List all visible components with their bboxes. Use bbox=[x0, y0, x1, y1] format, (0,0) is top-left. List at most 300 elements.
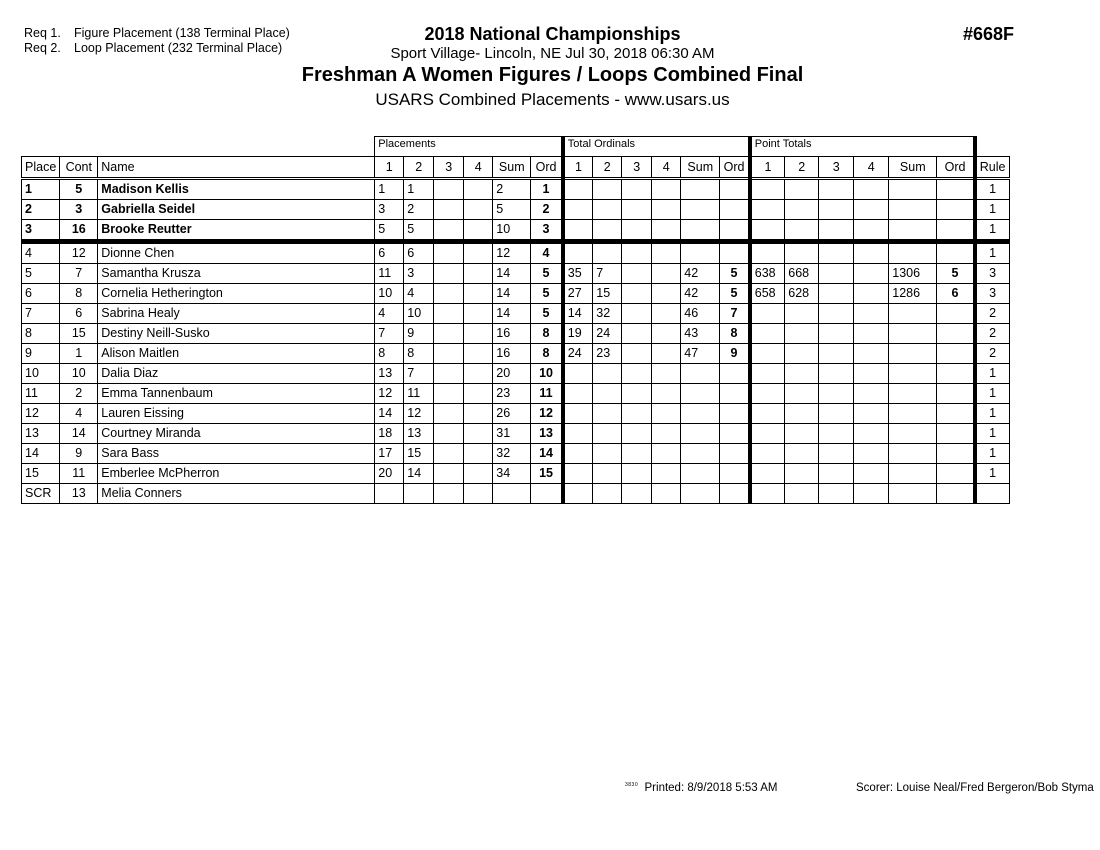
cell-tsum bbox=[889, 220, 937, 242]
cell-tsum: 1306 bbox=[889, 264, 937, 284]
cell-cont: 8 bbox=[60, 284, 98, 304]
cell-tord: 5 bbox=[937, 264, 975, 284]
group-point-totals: Point Totals bbox=[750, 137, 975, 157]
cell-p2: 5 bbox=[404, 220, 434, 242]
cell-p1: 13 bbox=[375, 364, 404, 384]
cell-tsum bbox=[889, 200, 937, 220]
print-code: 3830 bbox=[625, 782, 639, 788]
cell-o2: 15 bbox=[593, 284, 622, 304]
cell-place: 7 bbox=[22, 304, 60, 324]
cell-o2 bbox=[593, 444, 622, 464]
competition-title: Freshman A Women Figures / Loops Combined Final bbox=[301, 64, 804, 86]
cell-name: Samantha Krusza bbox=[98, 264, 375, 284]
cell-p2: 14 bbox=[404, 464, 434, 484]
cell-t1 bbox=[750, 464, 785, 484]
table-row bbox=[22, 344, 1010, 364]
cell-t2 bbox=[785, 179, 819, 200]
cell-oord bbox=[720, 200, 750, 220]
cell-psum: 10 bbox=[493, 220, 531, 242]
cell-cont: 1 bbox=[60, 344, 98, 364]
cell-o2 bbox=[593, 200, 622, 220]
cell-tsum bbox=[889, 364, 937, 384]
cell-tsum bbox=[889, 424, 937, 444]
table-row bbox=[22, 324, 1010, 344]
cell-p2: 13 bbox=[404, 424, 434, 444]
cell-oord: 5 bbox=[720, 284, 750, 304]
cell-pord: 3 bbox=[531, 220, 563, 242]
cell-psum: 12 bbox=[493, 242, 531, 264]
cell-o3 bbox=[622, 220, 652, 242]
cell-o4 bbox=[652, 464, 681, 484]
cell-t2 bbox=[785, 242, 819, 264]
cell-tord bbox=[937, 324, 975, 344]
printed-info bbox=[625, 782, 778, 794]
cell-p1: 10 bbox=[375, 284, 404, 304]
cell-p4 bbox=[464, 304, 493, 324]
cell-p2: 7 bbox=[404, 364, 434, 384]
cell-t2 bbox=[785, 424, 819, 444]
cell-psum: 26 bbox=[493, 404, 531, 424]
cell-t2 bbox=[785, 324, 819, 344]
cell-rule bbox=[975, 484, 1009, 504]
cell-t4 bbox=[854, 284, 889, 304]
cell-t4 bbox=[854, 242, 889, 264]
cell-o3 bbox=[622, 324, 652, 344]
cell-oord bbox=[720, 220, 750, 242]
cell-t3 bbox=[819, 284, 854, 304]
printed-timestamp: Printed: 8/9/2018 5:53 AM bbox=[644, 782, 778, 794]
cell-cont: 16 bbox=[60, 220, 98, 242]
cell-tord bbox=[937, 364, 975, 384]
group-spacer bbox=[22, 137, 375, 157]
cell-osum: 46 bbox=[681, 304, 720, 324]
cell-o4 bbox=[652, 242, 681, 264]
table-row bbox=[22, 424, 1010, 444]
results-table bbox=[21, 136, 1010, 504]
cell-p3 bbox=[434, 464, 464, 484]
table-row bbox=[22, 444, 1010, 464]
event-title: 2018 National Championships bbox=[424, 24, 681, 44]
cell-t3 bbox=[819, 404, 854, 424]
cell-name: Destiny Neill-Susko bbox=[98, 324, 375, 344]
cell-o1 bbox=[563, 424, 593, 444]
cell-p3 bbox=[434, 304, 464, 324]
cell-t3 bbox=[819, 364, 854, 384]
col-points-4: 4 bbox=[854, 157, 889, 179]
cell-t4 bbox=[854, 220, 889, 242]
cell-o4 bbox=[652, 220, 681, 242]
cell-t1 bbox=[750, 484, 785, 504]
cell-o1 bbox=[563, 384, 593, 404]
cell-o2 bbox=[593, 424, 622, 444]
cell-cont: 7 bbox=[60, 264, 98, 284]
cell-osum: 47 bbox=[681, 344, 720, 364]
cell-rule: 1 bbox=[975, 179, 1009, 200]
cell-place: 4 bbox=[22, 242, 60, 264]
cell-t2 bbox=[785, 304, 819, 324]
col-placement-2: 2 bbox=[404, 157, 434, 179]
cell-cont: 3 bbox=[60, 200, 98, 220]
cell-pord: 1 bbox=[531, 179, 563, 200]
col-placement-3: 3 bbox=[434, 157, 464, 179]
cell-t4 bbox=[854, 344, 889, 364]
cell-tord: 6 bbox=[937, 284, 975, 304]
cell-pord bbox=[531, 484, 563, 504]
cell-o3 bbox=[622, 344, 652, 364]
cell-o4 bbox=[652, 179, 681, 200]
cell-psum: 16 bbox=[493, 344, 531, 364]
cell-cont: 4 bbox=[60, 404, 98, 424]
cell-tsum bbox=[889, 484, 937, 504]
cell-name: Emma Tannenbaum bbox=[98, 384, 375, 404]
cell-p2: 10 bbox=[404, 304, 434, 324]
cell-t1 bbox=[750, 404, 785, 424]
cell-o1 bbox=[563, 200, 593, 220]
cell-t2 bbox=[785, 444, 819, 464]
cell-t4 bbox=[854, 464, 889, 484]
cell-place: 14 bbox=[22, 444, 60, 464]
cell-o3 bbox=[622, 242, 652, 264]
cell-tsum bbox=[889, 324, 937, 344]
cell-tord bbox=[937, 424, 975, 444]
cell-p2: 12 bbox=[404, 404, 434, 424]
cell-o4 bbox=[652, 404, 681, 424]
group-spacer bbox=[975, 137, 1009, 157]
cell-p3 bbox=[434, 179, 464, 200]
cell-psum: 23 bbox=[493, 384, 531, 404]
cell-o3 bbox=[622, 179, 652, 200]
cell-t4 bbox=[854, 424, 889, 444]
cell-rule: 1 bbox=[975, 444, 1009, 464]
requirement-label: Req 2. bbox=[24, 41, 61, 55]
cell-t1 bbox=[750, 179, 785, 200]
cell-t1 bbox=[750, 424, 785, 444]
cell-o2 bbox=[593, 384, 622, 404]
cell-t2 bbox=[785, 200, 819, 220]
cell-p4 bbox=[464, 264, 493, 284]
cell-rule: 2 bbox=[975, 344, 1009, 364]
cell-p1 bbox=[375, 484, 404, 504]
cell-o2: 24 bbox=[593, 324, 622, 344]
cell-osum: 43 bbox=[681, 324, 720, 344]
col-ordinal-sum: Sum bbox=[681, 157, 720, 179]
cell-o2 bbox=[593, 179, 622, 200]
cell-place: 6 bbox=[22, 284, 60, 304]
cell-tsum bbox=[889, 179, 937, 200]
cell-o2 bbox=[593, 364, 622, 384]
cell-name: Dionne Chen bbox=[98, 242, 375, 264]
cell-o4 bbox=[652, 384, 681, 404]
cell-oord: 8 bbox=[720, 324, 750, 344]
scorer-info: Scorer: Louise Neal/Fred Bergeron/Bob Styma bbox=[856, 782, 1094, 794]
cell-t3 bbox=[819, 384, 854, 404]
cell-osum: 42 bbox=[681, 284, 720, 304]
cell-cont: 9 bbox=[60, 444, 98, 464]
cell-p4 bbox=[464, 200, 493, 220]
cell-o4 bbox=[652, 324, 681, 344]
col-ordinal-4: 4 bbox=[652, 157, 681, 179]
cell-cont: 14 bbox=[60, 424, 98, 444]
cell-osum bbox=[681, 424, 720, 444]
cell-psum: 14 bbox=[493, 264, 531, 284]
cell-t3 bbox=[819, 484, 854, 504]
cell-t1: 638 bbox=[750, 264, 785, 284]
cell-t4 bbox=[854, 179, 889, 200]
cell-p4 bbox=[464, 179, 493, 200]
cell-o2 bbox=[593, 242, 622, 264]
cell-o2 bbox=[593, 484, 622, 504]
col-ordinal-ord: Ord bbox=[720, 157, 750, 179]
cell-p4 bbox=[464, 384, 493, 404]
cell-o3 bbox=[622, 384, 652, 404]
requirement-label: Req 1. bbox=[24, 26, 61, 40]
cell-p3 bbox=[434, 444, 464, 464]
cell-name: Gabriella Seidel bbox=[98, 200, 375, 220]
cell-pord: 5 bbox=[531, 304, 563, 324]
cell-t2 bbox=[785, 484, 819, 504]
cell-tsum: 1286 bbox=[889, 284, 937, 304]
cell-pord: 2 bbox=[531, 200, 563, 220]
cell-t3 bbox=[819, 242, 854, 264]
cell-p4 bbox=[464, 364, 493, 384]
cell-oord bbox=[720, 179, 750, 200]
cell-p4 bbox=[464, 404, 493, 424]
cell-o1 bbox=[563, 484, 593, 504]
col-name: Name bbox=[98, 157, 375, 179]
cell-o3 bbox=[622, 444, 652, 464]
cell-rule: 1 bbox=[975, 242, 1009, 264]
cell-cont: 2 bbox=[60, 384, 98, 404]
cell-o3 bbox=[622, 284, 652, 304]
cell-tord bbox=[937, 304, 975, 324]
cell-osum bbox=[681, 220, 720, 242]
cell-o1 bbox=[563, 364, 593, 384]
cell-p4 bbox=[464, 484, 493, 504]
cell-name: Cornelia Hetherington bbox=[98, 284, 375, 304]
cell-tord bbox=[937, 464, 975, 484]
col-placement-sum: Sum bbox=[493, 157, 531, 179]
cell-cont: 15 bbox=[60, 324, 98, 344]
cell-o3 bbox=[622, 464, 652, 484]
cell-o4 bbox=[652, 200, 681, 220]
cell-p2: 1 bbox=[404, 179, 434, 200]
table-row bbox=[22, 200, 1010, 220]
cell-o1 bbox=[563, 444, 593, 464]
cell-rule: 2 bbox=[975, 304, 1009, 324]
cell-t1 bbox=[750, 384, 785, 404]
cell-p4 bbox=[464, 344, 493, 364]
cell-tsum bbox=[889, 444, 937, 464]
cell-p2: 3 bbox=[404, 264, 434, 284]
cell-o2: 23 bbox=[593, 344, 622, 364]
cell-t1 bbox=[750, 200, 785, 220]
col-place: Place bbox=[22, 157, 60, 179]
cell-place: 15 bbox=[22, 464, 60, 484]
cell-rule: 1 bbox=[975, 424, 1009, 444]
cell-o2 bbox=[593, 464, 622, 484]
cell-pord: 4 bbox=[531, 242, 563, 264]
table-row bbox=[22, 484, 1010, 504]
cell-cont: 5 bbox=[60, 179, 98, 200]
cell-cont: 10 bbox=[60, 364, 98, 384]
cell-oord bbox=[720, 404, 750, 424]
cell-oord bbox=[720, 424, 750, 444]
cell-p3 bbox=[434, 242, 464, 264]
cell-tsum bbox=[889, 344, 937, 364]
cell-osum bbox=[681, 364, 720, 384]
column-header-row bbox=[22, 157, 1010, 179]
cell-oord bbox=[720, 464, 750, 484]
cell-o1: 35 bbox=[563, 264, 593, 284]
cell-o4 bbox=[652, 264, 681, 284]
cell-place: 3 bbox=[22, 220, 60, 242]
cell-name: Brooke Reutter bbox=[98, 220, 375, 242]
cell-pord: 5 bbox=[531, 264, 563, 284]
cell-t2 bbox=[785, 344, 819, 364]
cell-p4 bbox=[464, 324, 493, 344]
cell-p1: 1 bbox=[375, 179, 404, 200]
col-ordinal-2: 2 bbox=[593, 157, 622, 179]
cell-o3 bbox=[622, 200, 652, 220]
cell-t4 bbox=[854, 364, 889, 384]
cell-p4 bbox=[464, 424, 493, 444]
cell-osum bbox=[681, 200, 720, 220]
cell-place: 9 bbox=[22, 344, 60, 364]
cell-tsum bbox=[889, 384, 937, 404]
cell-tord bbox=[937, 200, 975, 220]
cell-o1 bbox=[563, 220, 593, 242]
cell-p2: 4 bbox=[404, 284, 434, 304]
cell-t4 bbox=[854, 264, 889, 284]
cell-p1: 7 bbox=[375, 324, 404, 344]
cell-o2 bbox=[593, 220, 622, 242]
cell-rule: 3 bbox=[975, 264, 1009, 284]
cell-rule: 1 bbox=[975, 384, 1009, 404]
cell-t4 bbox=[854, 200, 889, 220]
cell-p2: 6 bbox=[404, 242, 434, 264]
cell-p1: 3 bbox=[375, 200, 404, 220]
cell-o3 bbox=[622, 484, 652, 504]
cell-o2 bbox=[593, 404, 622, 424]
col-placement-ord: Ord bbox=[531, 157, 563, 179]
cell-t2: 628 bbox=[785, 284, 819, 304]
cell-osum bbox=[681, 179, 720, 200]
table-row bbox=[22, 179, 1010, 200]
cell-psum: 16 bbox=[493, 324, 531, 344]
cell-o4 bbox=[652, 304, 681, 324]
cell-p4 bbox=[464, 220, 493, 242]
cell-p4 bbox=[464, 242, 493, 264]
cell-t2 bbox=[785, 404, 819, 424]
cell-t1: 658 bbox=[750, 284, 785, 304]
cell-oord bbox=[720, 484, 750, 504]
cell-t1 bbox=[750, 364, 785, 384]
cell-o1 bbox=[563, 242, 593, 264]
cell-p3 bbox=[434, 324, 464, 344]
col-ordinal-1: 1 bbox=[563, 157, 593, 179]
cell-p1: 20 bbox=[375, 464, 404, 484]
col-placement-1: 1 bbox=[375, 157, 404, 179]
cell-o1 bbox=[563, 179, 593, 200]
cell-p4 bbox=[464, 284, 493, 304]
cell-p3 bbox=[434, 264, 464, 284]
cell-pord: 14 bbox=[531, 444, 563, 464]
cell-p3 bbox=[434, 384, 464, 404]
cell-oord bbox=[720, 364, 750, 384]
cell-cont: 6 bbox=[60, 304, 98, 324]
cell-t3 bbox=[819, 264, 854, 284]
cell-place: 8 bbox=[22, 324, 60, 344]
group-placements: Placements bbox=[375, 137, 563, 157]
cell-tord bbox=[937, 404, 975, 424]
cell-p3 bbox=[434, 364, 464, 384]
cell-tord bbox=[937, 344, 975, 364]
cell-place: 1 bbox=[22, 179, 60, 200]
cell-rule: 2 bbox=[975, 324, 1009, 344]
cell-p1: 11 bbox=[375, 264, 404, 284]
cell-rule: 1 bbox=[975, 404, 1009, 424]
cell-psum: 2 bbox=[493, 179, 531, 200]
cell-osum bbox=[681, 242, 720, 264]
cell-p1: 12 bbox=[375, 384, 404, 404]
table-row bbox=[22, 242, 1010, 264]
cell-o2: 7 bbox=[593, 264, 622, 284]
cell-p1: 18 bbox=[375, 424, 404, 444]
cell-tord bbox=[937, 484, 975, 504]
cell-place: 12 bbox=[22, 404, 60, 424]
cell-o1 bbox=[563, 464, 593, 484]
cell-t1 bbox=[750, 304, 785, 324]
cell-name: Emberlee McPherron bbox=[98, 464, 375, 484]
cell-tsum bbox=[889, 404, 937, 424]
cell-psum: 14 bbox=[493, 304, 531, 324]
cell-psum: 14 bbox=[493, 284, 531, 304]
cell-o4 bbox=[652, 484, 681, 504]
col-points-ord: Ord bbox=[937, 157, 975, 179]
cell-rule: 1 bbox=[975, 200, 1009, 220]
cell-name: Courtney Miranda bbox=[98, 424, 375, 444]
cell-t3 bbox=[819, 424, 854, 444]
cell-t3 bbox=[819, 200, 854, 220]
cell-tord bbox=[937, 384, 975, 404]
cell-osum bbox=[681, 384, 720, 404]
cell-oord bbox=[720, 242, 750, 264]
cell-place: 5 bbox=[22, 264, 60, 284]
cell-tsum bbox=[889, 304, 937, 324]
cell-place: 10 bbox=[22, 364, 60, 384]
cell-pord: 10 bbox=[531, 364, 563, 384]
cell-place: SCR bbox=[22, 484, 60, 504]
cell-oord bbox=[720, 384, 750, 404]
cell-p3 bbox=[434, 424, 464, 444]
cell-o3 bbox=[622, 304, 652, 324]
cell-t2 bbox=[785, 464, 819, 484]
venue-line: Sport Village- Lincoln, NE Jul 30, 2018 06:30 AM bbox=[390, 45, 715, 62]
cell-pord: 11 bbox=[531, 384, 563, 404]
cell-name: Sara Bass bbox=[98, 444, 375, 464]
table-row bbox=[22, 464, 1010, 484]
cell-cont: 12 bbox=[60, 242, 98, 264]
cell-name: Lauren Eissing bbox=[98, 404, 375, 424]
cell-o4 bbox=[652, 344, 681, 364]
cell-rule: 1 bbox=[975, 464, 1009, 484]
cell-oord: 9 bbox=[720, 344, 750, 364]
cell-t3 bbox=[819, 324, 854, 344]
cell-pord: 12 bbox=[531, 404, 563, 424]
cell-t4 bbox=[854, 384, 889, 404]
col-placement-4: 4 bbox=[464, 157, 493, 179]
cell-t4 bbox=[854, 324, 889, 344]
